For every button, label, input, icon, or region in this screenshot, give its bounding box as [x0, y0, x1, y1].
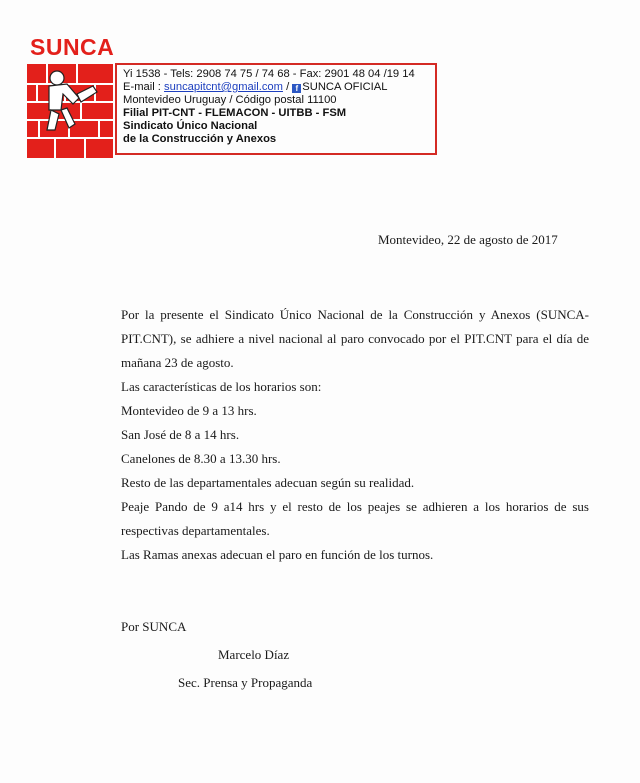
brand-name: SUNCA — [30, 34, 115, 60]
signatory-role: Sec. Prensa y Propaganda — [178, 675, 313, 690]
union-name-line-1: Sindicato Único Nacional — [123, 120, 258, 132]
contact-phones: Yi 1538 - Tels: 2908 74 75 / 74 68 - Fax: 2901 48 04 /19 14 — [123, 68, 415, 80]
postal-address: Montevideo Uruguay / Código postal 11100 — [123, 94, 337, 106]
union-logo-icon — [27, 64, 113, 158]
affiliations: Filial PIT-CNT - FLEMACON - UITBB - FSM — [123, 107, 347, 119]
rest-departments: Resto de las departamentales adecuan según su realidad. — [121, 475, 415, 490]
email-link[interactable]: suncapitcnt@gmail.com — [164, 81, 283, 93]
separator: / — [282, 81, 293, 93]
letter-body — [121, 303, 589, 567]
contact-online — [123, 81, 435, 94]
facebook-icon: f — [292, 84, 301, 93]
schedule-montevideo: Montevideo de 9 a 13 hrs. — [121, 403, 257, 418]
schedule-san-jose: San José de 8 a 14 hrs. — [121, 427, 240, 442]
schedule-canelones: Canelones de 8.30 a 13.30 hrs. — [121, 451, 281, 466]
facebook-page: SUNCA OFICIAL — [302, 81, 388, 93]
announcement-paragraph: Por la presente el Sindicato Único Nacional de la Construcción y Anexos (SUNCA-PIT.CNT), se adhiere a nivel nacional al paro convocado por el PIT.CNT para el día de mañana 23 de agosto. — [121, 307, 589, 370]
tolls-paragraph: Peaje Pando de 9 a14 hrs y el resto de los peajes se adhieren a los horarios de sus respectivas departamentales. — [121, 499, 589, 538]
email-label: E-mail : — [123, 81, 165, 93]
signature-on-behalf: Por SUNCA — [121, 619, 187, 634]
schedules-intro: Las características de los horarios son: — [121, 379, 322, 394]
letterhead-box — [115, 63, 437, 155]
signatory-name: Marcelo Díaz — [218, 647, 290, 662]
union-name-line-2: de la Construcción y Anexos — [123, 133, 277, 145]
annex-branches: Las Ramas anexas adecuan el paro en función de los turnos. — [121, 547, 434, 562]
letter-date: Montevideo, 22 de agosto de 2017 — [378, 232, 558, 247]
